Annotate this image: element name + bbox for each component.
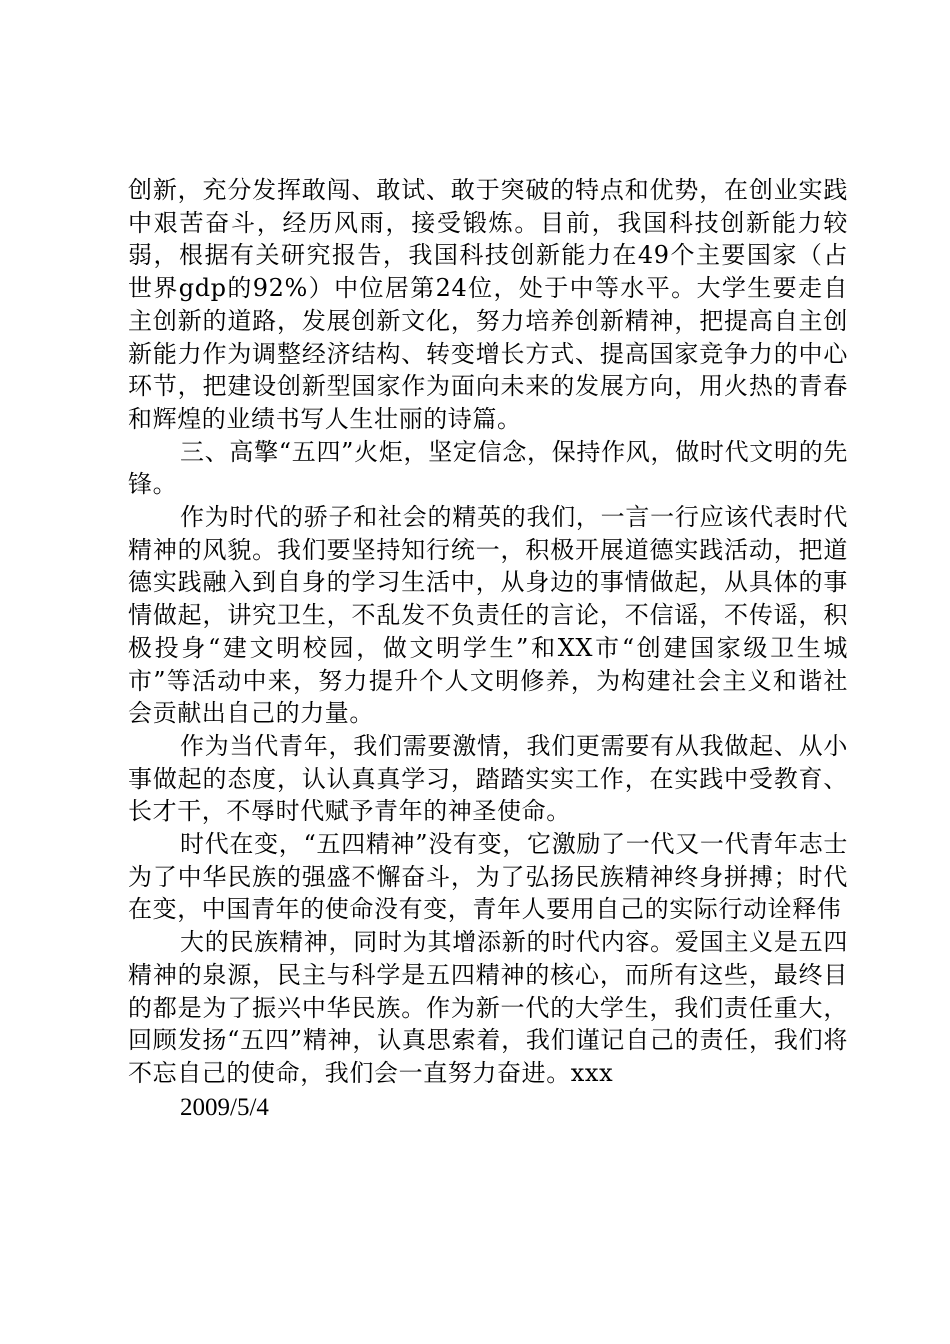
section-heading-three: 三、高擎“五四”火炬，坚定信念，保持作风，做时代文明的先锋。 <box>128 437 848 499</box>
paragraph-may-fourth-spirit: 时代在变，“五四精神”没有变，它激励了一代又一代青年志士为了中华民族的强盛不懈奋斗，为了弘扬民族精神终身拼搏；时代在变，中国青年的使命没有变，青年人要用自己的实际行动诠释伟 <box>128 830 848 924</box>
document-date: 2009/5/4 <box>180 1094 269 1121</box>
document-body <box>128 174 848 1090</box>
paragraph-civilization: 作为时代的骄子和社会的精英的我们，一言一行应该代表时代精神的风貌。我们要坚持知行统一，积极开展道德实践活动，把道德实践融入到自身的学习生活中，从身边的事情做起，从具体的事情做起，讲究卫生，不乱发不负责任的言论，不信谣，不传谣，积极投身“建文明校园，做文明学生”和XX市“创建国家级卫生城市”等活动中来，努力提升个人文明修养，为构建社会主义和谐社会贡献出自己的力量。 <box>128 503 848 728</box>
paragraph-conclusion: 大的民族精神，同时为其增添新的时代内容。爱国主义是五四精神的泉源，民主与科学是五四精神的核心，而所有这些，最终目的都是为了振兴中华民族。作为新一代的大学生，我们责任重大，回顾发扬“五四”精神，认真思索着，我们谨记自己的责任，我们将不忘自己的使命，我们会一直努力奋进。xxx <box>128 928 848 1087</box>
paragraph-innovation: 创新，充分发挥敢闯、敢试、敢于突破的特点和优势，在创业实践中艰苦奋斗，经历风雨，接受锻炼。目前，我国科技创新能力较弱，根据有关研究报告，我国科技创新能力在49个主要国家（占世界gdp的92%）中位居第24位，处于中等水平。大学生要走自主创新的道路，发展创新文化，努力培养创新精神，把提高自主创新能力作为调整经济结构、转变增长方式、提高国家竞争力的中心环节，把建设创新型国家作为面向未来的发展方向，用火热的青春和辉煌的业绩书写人生壮丽的诗篇。 <box>128 176 848 433</box>
paragraph-youth: 作为当代青年，我们需要激情，我们更需要有从我做起、从小事做起的态度，认认真真学习，踏踏实实工作，在实践中受教育、长才干，不辱时代赋予青年的神圣使命。 <box>128 731 848 826</box>
